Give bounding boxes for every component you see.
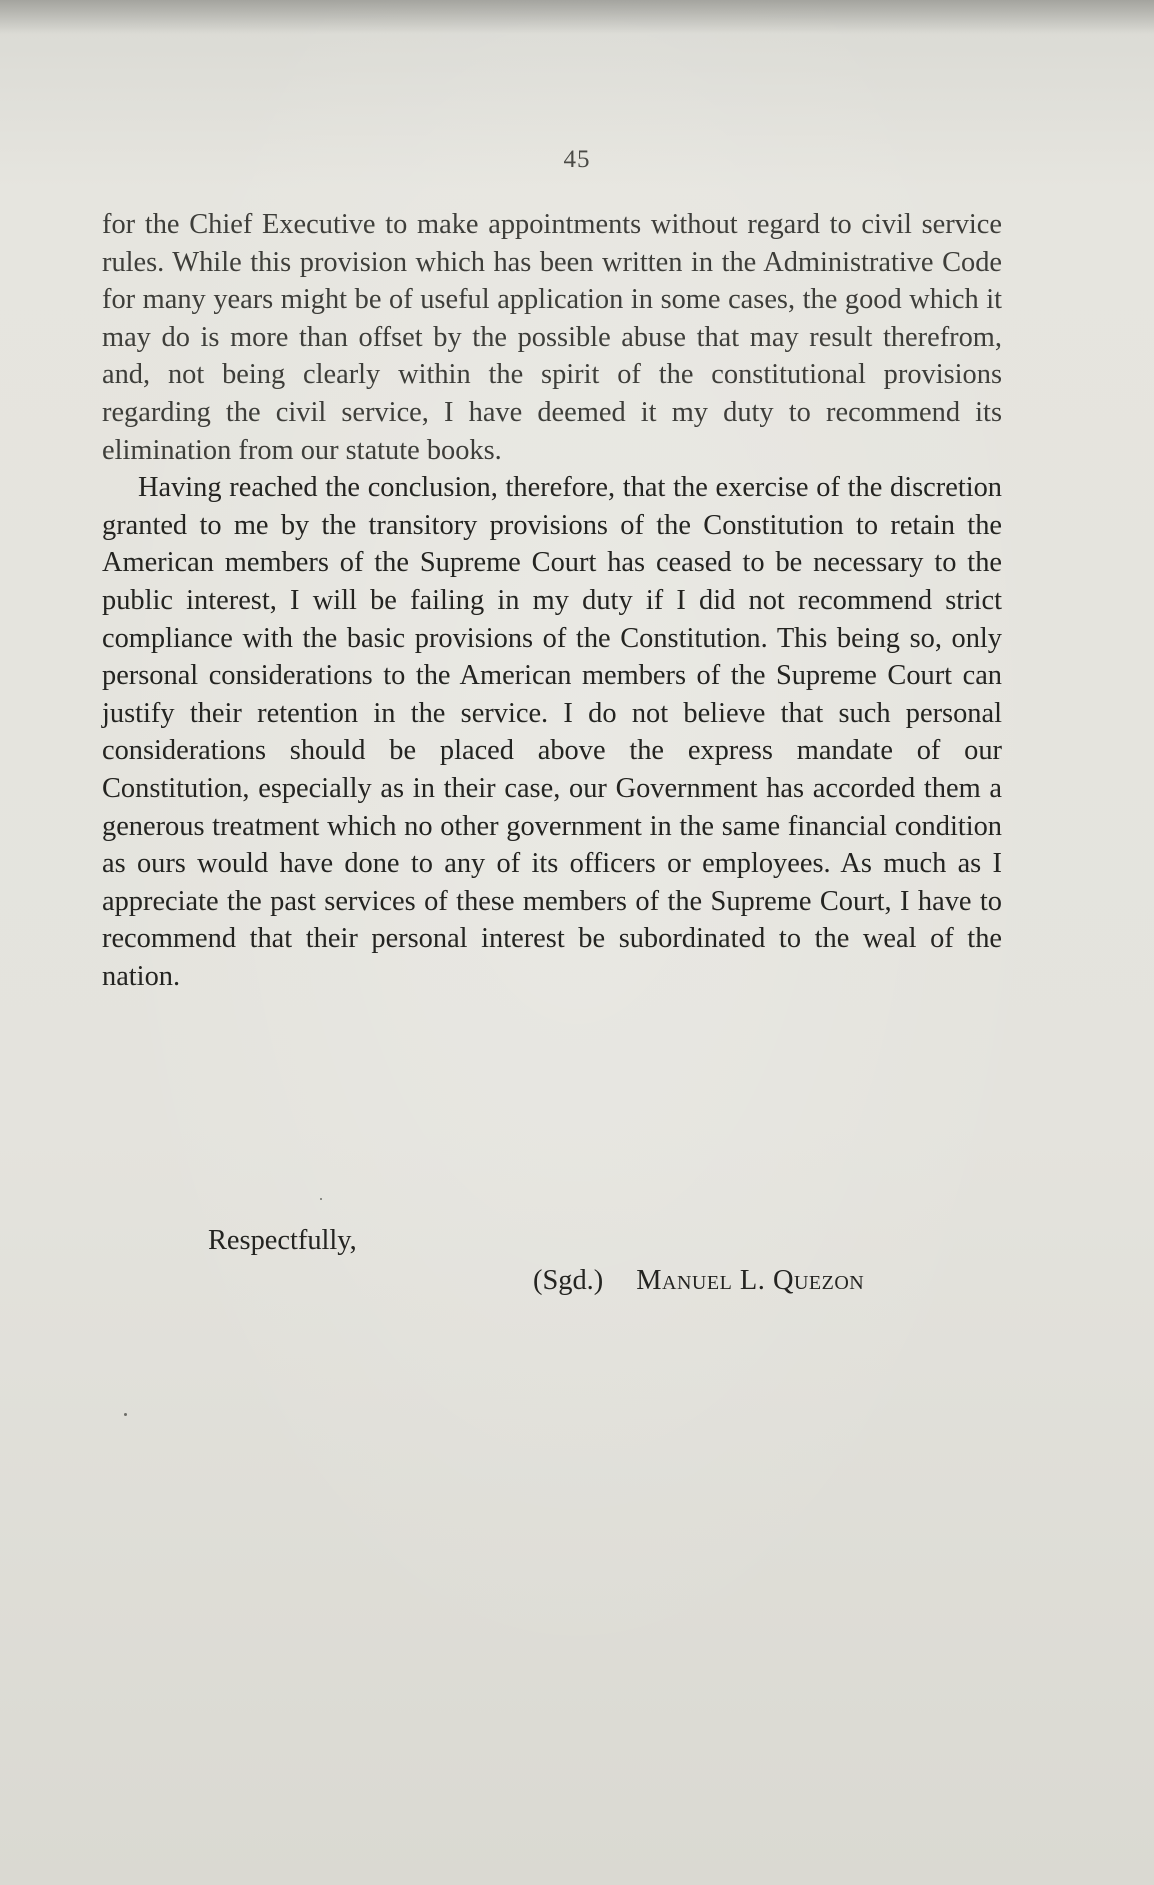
signature-prefix: (Sgd.)	[533, 1265, 604, 1296]
letter-body	[102, 206, 1002, 995]
signature-block	[533, 1265, 864, 1297]
paper-speck	[320, 1198, 322, 1200]
paragraph-1: for the Chief Executive to make appointments without regard to civil service rules. While this provision which has been written in the Administrative Code for many years might be of useful application in some cases, the good which it may do is more than offset by the possible abuse that may result therefrom, and, not being clearly within the spirit of the constitutional provisions regarding the civil service, I have deemed it my duty to recommend its elimination from our statute books.	[102, 209, 1002, 466]
paper-speck	[124, 1413, 127, 1416]
paragraph-2: Having reached the conclusion, therefore, that the exercise of the discretion granted to me by the transitory provisions of the Constitution to retain the American members of the Supreme Court has ceased to be necessary to the public interest, I will be failing in my duty if I did not recommend strict compliance with the basic provisions of the Constitution. This being so, only personal considerations to the American members of the Supreme Court can justify their retention in the service. I do not believe that such personal considerations should be placed above the express mandate of our Constitution, especially as in their case, our Government has accorded them a generous treatment which no other government in the same financial condition as ours would have done to any of its officers or employees. As much as I appreciate the past services of these members of the Supreme Court, I have to recommend that their personal interest be subordinated to the weal of the nation.	[102, 472, 1002, 992]
page-number: 45	[563, 146, 591, 173]
scan-edge-shadow	[0, 0, 1154, 34]
signatory-name: Manuel L. Quezon	[636, 1265, 865, 1296]
closing-salutation: Respectfully,	[208, 1225, 357, 1256]
